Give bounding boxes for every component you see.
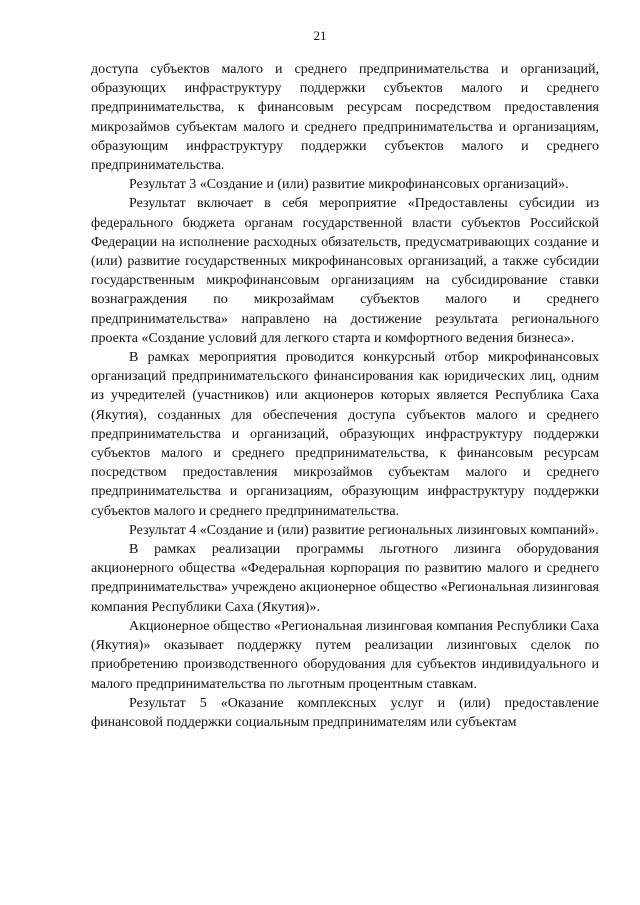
paragraph-continuation: доступа субъектов малого и среднего предпринимательства и организаций, образующих инфраструктуру поддержки субъектов малого и среднего предпринимательства, к финансовым ресурсам посредством предоставления микрозаймов субъектам малого и среднего предпринимательства и организациям, образующим инфраструктуру поддержки субъектов малого и среднего предпринимательства. [91, 62, 599, 174]
paragraph-result-4-heading: Результат 4 «Создание и (или) развитие региональных лизинговых компаний». [129, 522, 599, 538]
paragraph-leasing-company-support: Акционерное общество «Региональная лизинговая компания Республики Саха (Якутия)» оказывает поддержку путем реализации лизинговых сделок по приобретению производственного оборудования для субъектов индивидуального и малого предпринимательства по льготным процентным ставкам. [91, 618, 599, 692]
paragraph-result-3-description: Результат включает в себя мероприятие «Предоставлены субсидии из федерального бюджета органам государственной власти субъектов Российской Федерации на исполнение расходных обязательств, предусматривающих создание и (или) развитие государственных микрофинансовых организаций, а также субсидии государственным микрофинансовым организациям на субсидирование ставки вознаграждения по микрозаймам субъектов малого и среднего предпринимательства» направлено на достижение результата регионального проекта «Создание условий для легкого старта и комфортного ведения бизнеса». [91, 196, 599, 346]
paragraph-competitive-selection: В рамках мероприятия проводится конкурсный отбор микрофинансовых организаций предпринимательского финансирования как юридических лиц, одним из учредителей (участников) или акционеров которых является Республика Саха (Якутия), созданных для обеспечения доступа субъектов малого и среднего предпринимательства и организаций, образующих инфраструктуру поддержки субъектов малого и среднего предпринимательства, к финансовым ресурсам посредством предоставления микрозаймов субъектам малого и среднего предпринимательства и организациям, образующим инфраструктуру поддержки субъектов малого и среднего предпринимательства. [91, 350, 599, 519]
paragraph-result-5-heading: Результат 5 «Оказание комплексных услуг и (или) предоставление финансовой поддержки социальным предпринимателям или субъектам [91, 695, 599, 730]
paragraph-result-3-heading: Результат 3 «Создание и (или) развитие микрофинансовых организаций». [129, 177, 569, 193]
body-text [91, 60, 599, 732]
page-number: 21 [313, 28, 327, 43]
paragraph-leasing-program: В рамках реализации программы льготного лизинга оборудования акционерного общества «Федеральная корпорация по развитию малого и среднего предпринимательства» учреждено акционерное общество «Региональная лизинговая компания Республики Саха (Якутия)». [91, 542, 599, 615]
